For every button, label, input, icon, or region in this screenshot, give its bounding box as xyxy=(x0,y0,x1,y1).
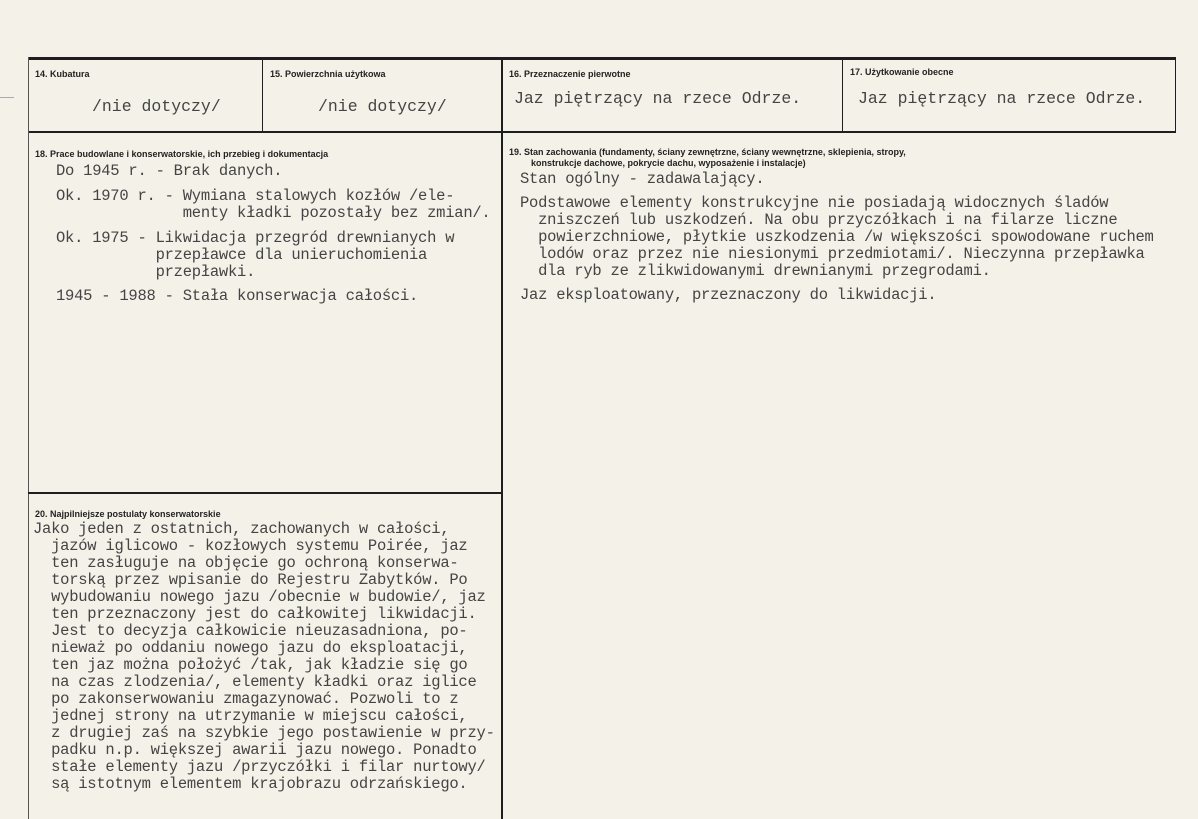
field-20-line-9: ten jaz można położyć /tak, jak kładzie się go xyxy=(33,656,468,674)
field-19-line-6: dla ryb ze zlikwidowanymi drewnianymi przegrodami. xyxy=(520,262,991,280)
field-19-line-7: Jaz eksploatowany, przeznaczony do likwidacji. xyxy=(520,286,937,304)
field-20-line-16: są istotnym elementem krajobrazu odrzańskiego. xyxy=(33,775,468,793)
field-18-line-6: przepławki. xyxy=(56,263,256,281)
field-20-line-5: wybudowaniu nowego jazu /obecnie w budowie/, jaz xyxy=(33,588,486,606)
field-17-value: Jaz piętrzący na rzece Odrze. xyxy=(858,89,1146,108)
field-18-line-7: 1945 - 1988 - Stała konserwacja całości. xyxy=(56,287,419,305)
field-20-line-12: jednej strony na utrzymanie w miejscu całości, xyxy=(33,707,468,725)
field-18-line-3: menty kładki pozostały bez zmian/. xyxy=(56,204,491,222)
field-20-line-4: torską przez wpisanie do Rejestru Zabytków. Po xyxy=(33,571,468,589)
field-19-line-1: Stan ogólny - zadawalający. xyxy=(520,170,765,188)
left-border xyxy=(28,57,29,819)
field-18-line-1: Do 1945 r. - Brak danych. xyxy=(56,162,283,180)
divider-16-17 xyxy=(842,59,843,132)
field-15-value: /nie dotyczy/ xyxy=(318,97,447,116)
field-20-line-10: na czas zlodzenia/, elementy kładki oraz iglice xyxy=(33,673,477,691)
field-16-label: 16. Przeznaczenie pierwotne xyxy=(509,69,631,79)
field-19-line-3: zniszczeń lub uszkodzeń. Na obu przyczółkach i na filarze liczne xyxy=(520,211,1118,229)
field-16-value: Jaz piętrzący na rzece Odrze. xyxy=(514,89,802,108)
field-20-line-13: z drugiej zaś na szybkie jego postawienie w przy- xyxy=(33,724,495,742)
punch-mark xyxy=(0,97,14,98)
field-14-label: 14. Kubatura xyxy=(35,69,90,79)
divider-15-16 xyxy=(501,59,503,819)
field-18-line-5: przepławce dla unieruchomienia xyxy=(56,246,428,264)
field-15-label: 15. Powierzchnia użytkowa xyxy=(270,69,386,79)
field-20-line-15: stałe elementy jazu /przyczółki i filar nurtowy/ xyxy=(33,758,486,776)
field-20-line-14: padku n.p. większej awarii jazu nowego. Ponadto xyxy=(33,741,477,759)
field-19-label-line-1: 19. Stan zachowania (fundamenty, ściany zewnętrzne, ściany wewnętrzne, sklepienia, stropy, xyxy=(509,147,906,157)
field-20-label: 20. Najpilniejsze postulaty konserwatorskie xyxy=(35,509,221,519)
field-14-value: /nie dotyczy/ xyxy=(92,97,221,116)
field-18-line-2: Ok. 1970 r. - Wymiana stalowych kozłów /ele- xyxy=(56,187,455,205)
top-rule xyxy=(28,57,1176,60)
field-19-line-4: powierzchniowe, płytkie uszkodzenia /w większości spowodowane ruchem xyxy=(520,228,1154,246)
field-19-line-5: lodów oraz przez nie niesionymi przedmiotami/. Nieczynna przepławka xyxy=(520,245,1145,263)
divider-14-15 xyxy=(262,59,263,132)
field-19-line-2: Podstawowe elementy konstrukcyjne nie posiadają widocznych śladów xyxy=(520,194,1109,212)
row1-bottom-rule xyxy=(28,131,1176,133)
field-18-line-4: Ok. 1975 - Likwidacja przegród drewnianych w xyxy=(56,229,455,247)
right-border xyxy=(1175,57,1176,133)
field20-top-rule xyxy=(28,492,502,494)
field-20-line-3: ten zasługuje na objęcie go ochroną konserwa- xyxy=(33,554,459,572)
field-20-line-11: po zakonserwowaniu zmagazynować. Pozwoli to z xyxy=(33,690,459,708)
field-19-label-line-2: konstrukcje dachowe, pokrycie dachu, wyposażenie i instalacje) xyxy=(531,158,806,168)
field-20-line-1: Jako jeden z ostatnich, zachowanych w całości, xyxy=(33,520,450,538)
field-20-line-6: ten przeznaczony jest do całkowitej likwidacji. xyxy=(33,605,477,623)
field-20-line-2: jazów iglicowo - kozłowych systemu Poirée, jaz xyxy=(33,537,468,555)
field-17-label: 17. Użytkowanie obecne xyxy=(850,67,954,77)
field-20-line-7: Jest to decyzja całkowicie nieuzasadniona, po- xyxy=(33,622,468,640)
field-18-label: 18. Prace budowlane i konserwatorskie, ich przebieg i dokumentacja xyxy=(35,149,329,159)
field-20-line-8: nieważ po oddaniu nowego jazu do eksploatacji, xyxy=(33,639,468,657)
